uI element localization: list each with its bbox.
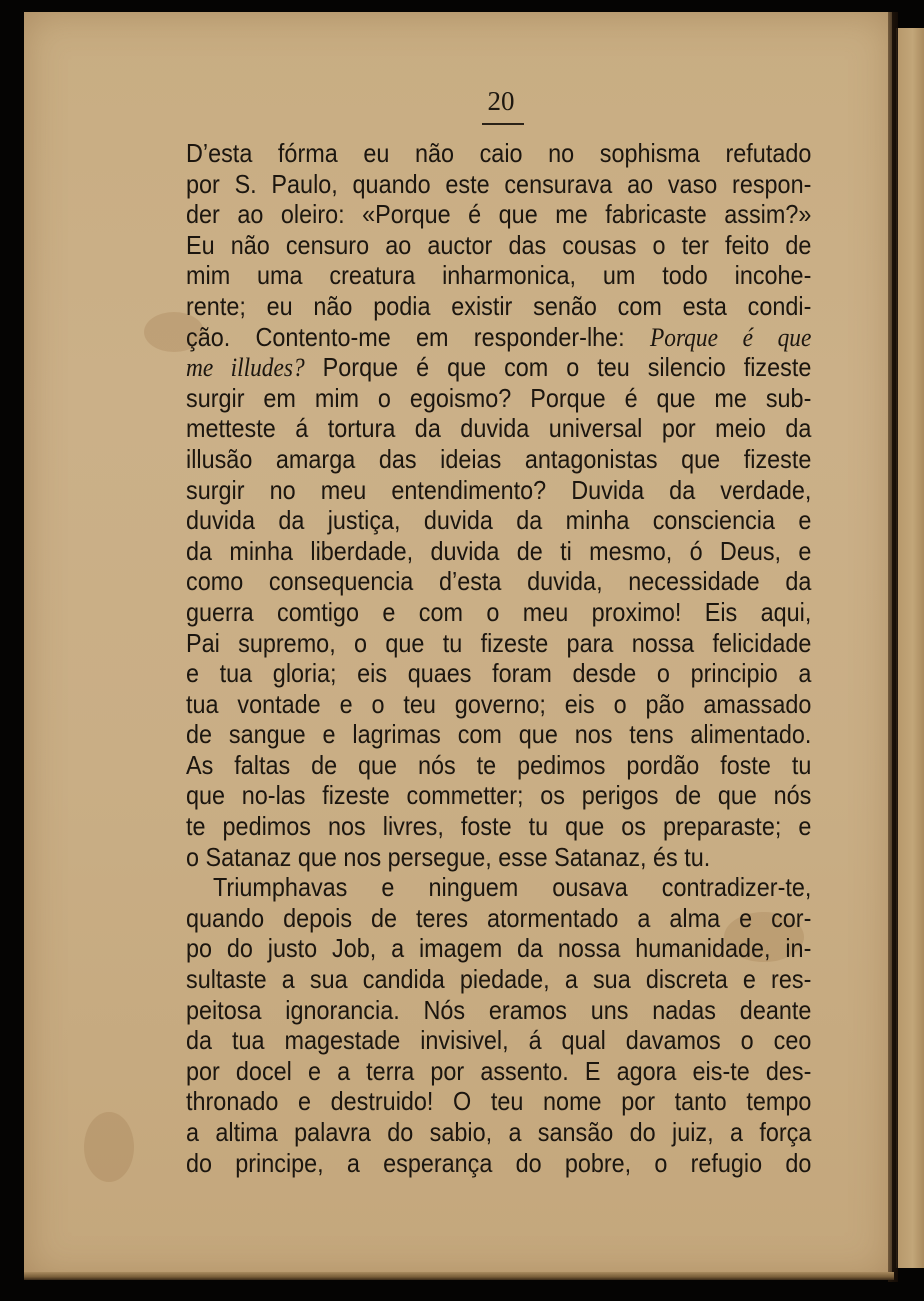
text-line [186,536,811,567]
text-line-content: thronado e destruido! O teu nome por tanto tempo [186,1086,812,1117]
text-line [186,811,811,842]
text-line [186,138,811,169]
text-line [186,872,811,903]
text-line-content: a altima palavra do sabio, a sansão do juiz, a força [186,1117,812,1147]
text-line-content: Triumphavas e ninguem ousava contradizer-te, [213,872,812,903]
text-line [186,1056,811,1087]
text-line [186,628,811,659]
text-line-content: As faltas de que nós te pedimos pordão foste tu [186,749,812,780]
text-line [186,658,811,689]
text-line-content: peitosa ignorancia. Nós eramos uns nadas deante [186,994,812,1025]
text-line [186,322,811,353]
text-line [186,413,811,444]
text-line-content: da tua magestade invisivel, á qual davamos o ceo [186,1025,812,1056]
body-text [186,138,812,1178]
text-line-content: duvida da justiça, duvida da minha consciencia e [186,505,812,536]
page-number-rule [482,123,524,125]
text-line-content: surgir em mim o egoismo? Porque é que me sub- [186,382,812,413]
text-line [186,291,811,322]
page-bottom-edge [24,1272,894,1280]
text-line-content: como consequencia d’esta duvida, necessidade da [186,566,812,597]
text-line-content: e tua gloria; eis quaes foram desde o principio a [186,658,812,689]
text-line-content: de sangue e lagrimas com que nos tens alimentado. [186,719,812,750]
text-line-content: tua vontade e o teu governo; eis o pão amassado [186,688,812,719]
text-line-content: illusão amarga das ideias antagonistas que fizeste [186,443,812,474]
foxing-stain [84,1112,134,1182]
text-line [186,1117,811,1148]
text-line [186,719,811,750]
text-line [186,1148,811,1179]
text-line [186,903,811,934]
text-line-content: que no-las fizeste commetter; os perigos de que nós [186,780,812,811]
italic-phrase: Porque é que [649,322,812,352]
text-line [186,169,811,200]
text-line [186,199,811,230]
text-line-content: por docel e a terra por assento. E agora eis-te des- [186,1055,812,1086]
text-line [186,1086,811,1117]
text-line [186,230,811,261]
italic-phrase: me illudes? [186,353,305,383]
text-line-content: Eu não censuro ao auctor das cousas o ter feito de [186,229,812,260]
text-line-content: metteste á tortura da duvida universal por meio da [186,413,812,444]
text-line [186,750,811,781]
text-line-content: D’esta fórma eu não caio no sophisma refutado [186,138,812,168]
text-line [186,566,811,597]
text-line [186,964,811,995]
text-line [186,1025,811,1056]
text-line-content: mim uma creatura inharmonica, um todo incohe- [186,260,812,291]
text-line [186,352,811,383]
text-line-content: o Satanaz que nos persegue, esse Satanaz, és tu. [186,841,711,872]
text-line-content: rente; eu não podia existir senão com esta condi- [186,290,812,321]
text-line-content: Porque é que com o teu silencio fizeste [304,352,812,383]
text-line-content: da minha liberdade, duvida de ti mesmo, ó Deus, e [186,535,812,566]
text-line-content: por S. Paulo, quando este censurava ao vaso respon- [186,168,812,199]
text-line-content: quando depois de teres atormentado a alma e cor- [186,902,812,933]
text-line-content: te pedimos nos livres, foste tu que os preparaste; e [186,811,812,842]
text-line-content: do principe, a esperança do pobre, o refugio do [186,1147,812,1178]
text-line-content: ção. Contento-me em responder-lhe: [186,321,650,352]
text-line-content: surgir no meu entendimento? Duvida da verdade, [186,474,812,505]
text-line [186,383,811,414]
text-line-content: sultaste a sua candida piedade, a sua discreta e res- [186,964,812,995]
text-line-content: Pai supremo, o que tu fizeste para nossa felicidade [186,627,812,658]
text-line [186,260,811,291]
adjacent-page-edge [896,28,924,1268]
text-line-content: guerra comtigo e com o meu proximo! Eis aqui, [186,596,812,627]
text-line [186,475,811,506]
text-line [186,842,811,873]
page-number: 20 [487,86,515,116]
text-line [186,689,811,720]
gutter-shadow [888,12,898,1282]
text-line [186,597,811,628]
text-line-content: po do justo Job, a imagem da nossa humanidade, in- [186,933,812,964]
text-line-content: der ao oleiro: «Porque é que me fabricaste assim?» [186,199,812,230]
text-line [186,780,811,811]
text-line [186,505,811,536]
text-line [186,444,811,475]
text-line [186,933,811,964]
text-line [186,995,811,1026]
